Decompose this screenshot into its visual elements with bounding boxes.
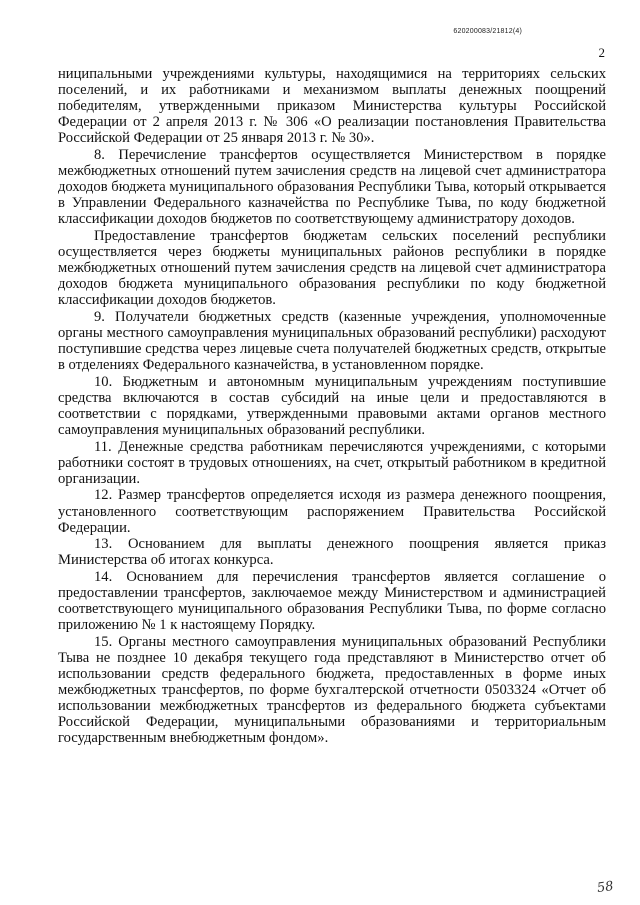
handwritten-page-mark: 58 [596,878,615,897]
page-number: 2 [598,45,605,60]
paragraph-15: 15. Органы местного самоуправления муниципальных образований Республики Тыва не позднее 10 декабря текущего года представляют в Министерство отчет об использовании средств федерального бюджета, предоставленных в форме иных межбюджетных трансфертов, по форме бухгалтерской отчетности 0503324 «Отчет об использовании межбюджетных трансфертов из федерального бюджета субъектами Российской Федерации, муниципальными образованиями и территориальным государственным внебюджетным фондом». [58,633,606,747]
paragraph-10: 10. Бюджетным и автономным муниципальным учреждениям поступившие средства включаются в состав субсидий на иные цели и предоставляются в соответствии с порядками, утвержденными правовыми актами органов местного самоуправления муниципальных образований республики. [58,373,606,439]
paragraph-9: 9. Получатели бюджетных средств (казенные учреждения, уполномоченные органы местного самоуправления муниципальных образований республики) расходуют поступившие средства через лицевые счета получателей бюджетных средств, открытые в отделениях Федерального казначейства, в установленном порядке. [58,308,606,374]
paragraph-8: 8. Перечисление трансфертов осуществляется Министерством в порядке межбюджетных отношений путем зачисления средств на лицевой счет администратора доходов бюджета муниципального образования Республики Тыва, который открывается в Управлении Федерального казначейства по Республике Тыва, по коду бюджетной классификации доходов бюджетов по соответствующему администратору доходов. [58,146,606,228]
paragraph-8-continued: Предоставление трансфертов бюджетам сельских поселений республики осуществляется через бюджеты муниципальных районов республики в порядке межбюджетных отношений путем зачисления средств на лицевой счет администратора доходов бюджета муниципального образования республики по коду бюджетной классификации доходов бюджетов. [58,227,606,309]
paragraph-11: 11. Денежные средства работникам перечисляются учреждениями, с которыми работники состоят в трудовых отношениях, на счет, открытый работником в кредитной организации. [58,438,606,487]
paragraph-continuation: ниципальными учреждениями культуры, находящимися на территориях сельских поселений, и их работниками и механизмом выплаты денежных поощрений победителям, утвержденными приказом Министерства культуры Российской Федерации от 2 апреля 2013 г. № 306 «О реализации постановления Правительства Российской Федерации от 25 января 2013 г. № 30». [58,66,606,147]
paragraph-12: 12. Размер трансфертов определяется исходя из размера денежного поощрения, установленного соответствующим распоряжением Правительства Российской Федерации. [58,487,606,536]
document-code: 620200083/21812(4) [453,28,522,35]
document-body [58,66,606,746]
paragraph-14: 14. Основанием для перечисления трансфертов является соглашение о предоставлении трансфертов, заключаемое между Министерством и администрацией соответствующего муниципального образования Республики Тыва, по форме согласно приложению № 1 к настоящему Порядку. [58,568,606,634]
paragraph-13: 13. Основанием для выплаты денежного поощрения является приказ Министерства об итогах конкурса. [58,536,606,569]
